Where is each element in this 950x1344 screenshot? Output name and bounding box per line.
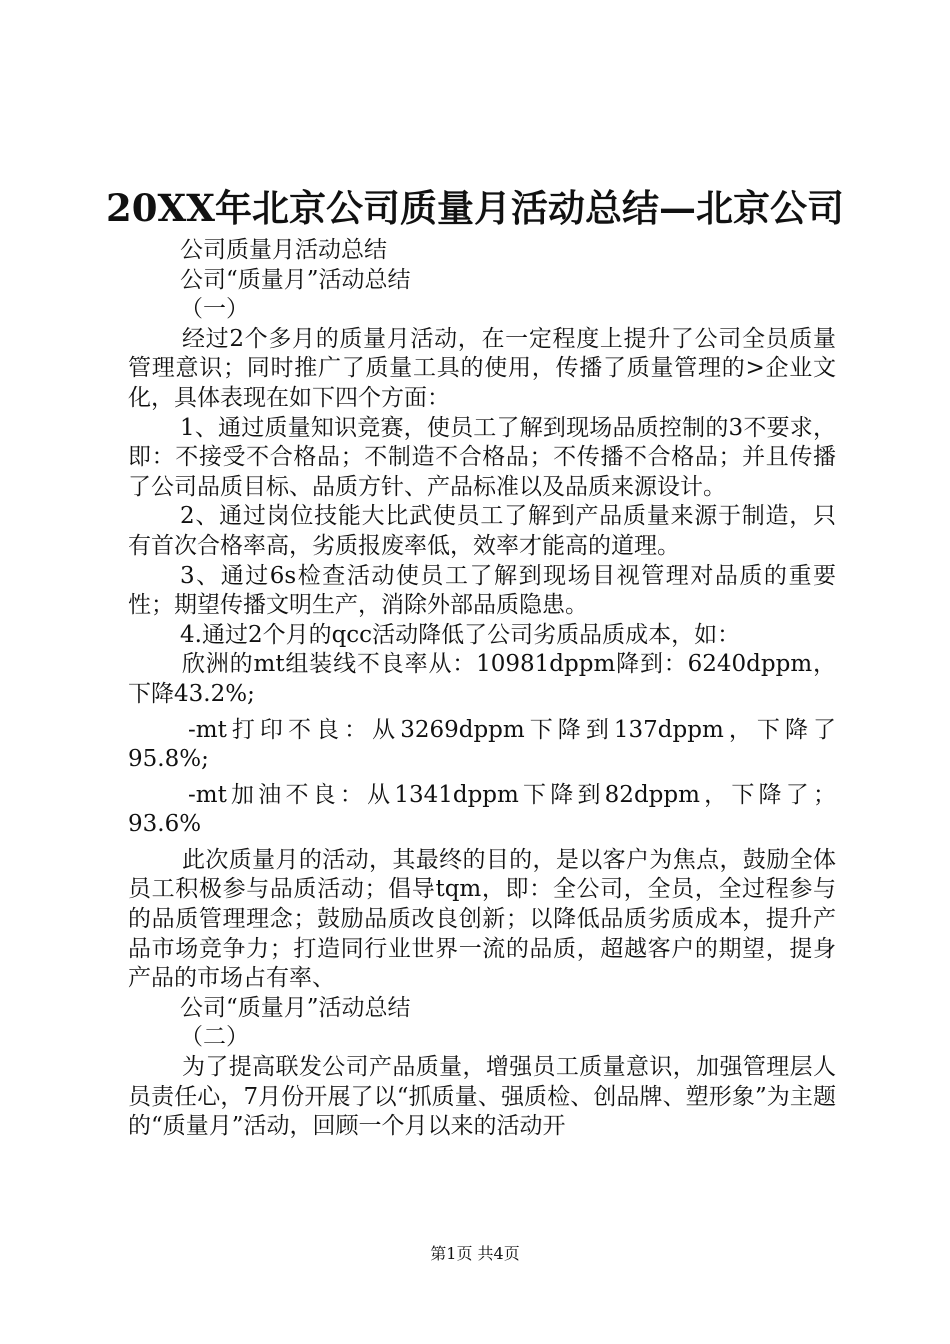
paragraph: 此次质量月的活动，其最终的目的，是以客户为焦点，鼓励全体员工积极参与品质活动；倡导tqm，即：全公司，全员，全过程参与的品质管理理念；鼓励品质改良创新；以降低品质劣质成本，提升产品市场竞争力；打造同行业世界一流的品质，超越客户的期望，提身产品的市场占有率、	[128, 846, 836, 992]
paragraph: 2、通过岗位技能大比武使员工了解到产品质量来源于制造，只有首次合格率高，劣质报废率低，效率才能高的道理。	[128, 503, 836, 559]
document-title: 20XX年北京公司质量月活动总结—北京公司	[106, 186, 844, 230]
paragraph: 欣洲的mt组装线不良率从：10981dppm降到：6240dppm，下降43.2%;	[128, 651, 836, 707]
paragraph: -mt加油不良：从1341dppm下降到82dppm，下降了；93.6%	[128, 781, 836, 838]
document-body	[128, 236, 836, 1142]
paragraph-heading: 公司“质量月”活动总结	[180, 266, 411, 293]
paragraph: 经过2个多月的质量月活动，在一定程度上提升了公司全员质量管理意识；同时推广了质量工具的使用，传播了质量管理的>企业文化，具体表现在如下四个方面：	[128, 325, 836, 411]
paragraph-heading: 公司质量月活动总结	[180, 237, 387, 263]
paragraph: 1、通过质量知识竞赛，使员工了解到现场品质控制的3不要求，即：不接受不合格品；不制造不合格品；不传播不合格品；并且传播了公司品质目标、品质方针、产品标准以及品质来源设计。	[128, 414, 836, 500]
paragraph: 4.通过2个月的qcc活动降低了公司劣质品质成本，如：	[180, 621, 741, 648]
page-footer: 第1页 共4页	[430, 1244, 520, 1263]
paragraph: 3、通过6s检查活动使员工了解到现场目视管理对品质的重要性；期望传播文明生产，消除外部品质隐患。	[128, 562, 836, 619]
paragraph: -mt打印不良：从3269dppm下降到137dppm，下降了95.8%;	[128, 716, 836, 773]
paragraph-heading: 公司“质量月”活动总结	[180, 994, 411, 1021]
section-number: （一）	[180, 296, 249, 323]
paragraph: 为了提高联发公司产品质量，增强员工质量意识，加强管理层人员责任心，7月份开展了以“抓质量、强质检、创品牌、塑形象”为主题的“质量月”活动，回顾一个月以来的活动开	[128, 1054, 836, 1140]
section-number: （二）	[180, 1024, 249, 1051]
